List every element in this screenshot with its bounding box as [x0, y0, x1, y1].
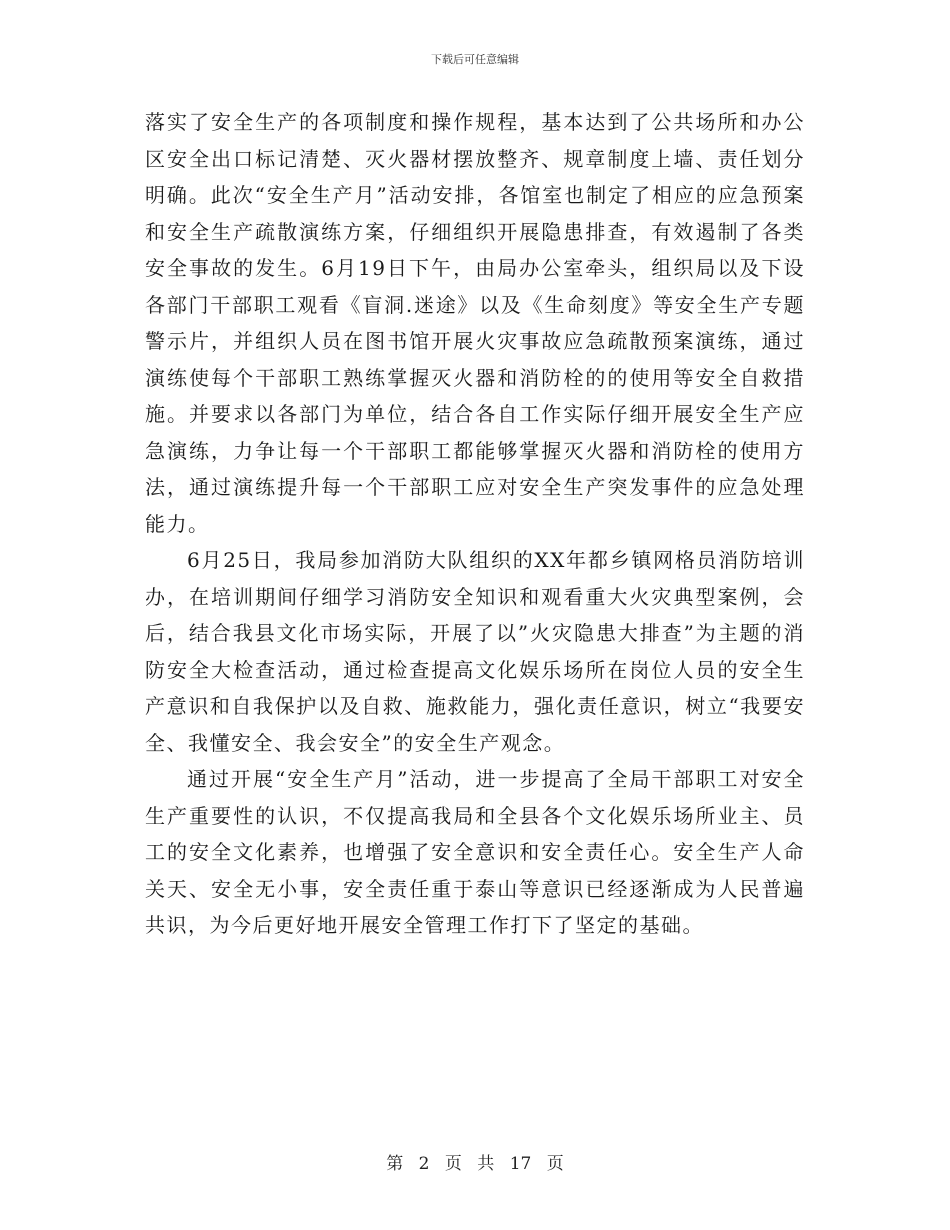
footer-page-word: 第 — [386, 1154, 404, 1174]
header-note: 下载后可任意编辑 — [431, 53, 519, 66]
footer-page-number: 2 — [418, 1154, 430, 1174]
paragraph-conclusion: 通过开展“安全生产月”活动，进一步提高了全局干部职工对安全生产重要性的认识，不仅提高我局和全县各个文化娱乐场所业主、员工的安全文化素养，也增强了安全意识和安全责任心。安全生产人命关天、安全无小事，安全责任重于泰山等意识已经逐渐成为人民普遍共识，为今后更好地开展安全管理工作打下了坚定的基础。 — [145, 767, 805, 937]
footer-total-word: 共 — [477, 1154, 495, 1174]
document-body — [145, 104, 805, 944]
paragraph-fire-training: 6月25日，我局参加消防大队组织的XX年都乡镇网格员消防培训办，在培训期间仔细学习消防安全知识和观看重大火灾典型案例，会后，结合我县文化市场实际，开展了以”火灾隐患大排查”为主题的消防安全大检查活动，通过检查提高文化娱乐场所在岗位人员的安全生产意识和自我保护以及自救、施救能力，强化责任意识，树立“我要安全、我懂安全、我会安全”的安全生产观念。 — [145, 548, 805, 755]
footer-total-unit: 页 — [546, 1154, 564, 1174]
paragraph-continued: 落实了安全生产的各项制度和操作规程，基本达到了公共场所和办公区安全出口标记清楚、灭火器材摆放整齐、规章制度上墙、责任划分明确。此次“安全生产月”活动安排，各馆室也制定了相应的应急预案和安全生产疏散演练方案，仔细组织开展隐患排查，有效遏制了各类安全事故的发生。6月19日下午，由局办公室牵头，组织局以及下设各部门干部职工观看《盲洞.迷途》以及《生命刻度》等安全生产专题警示片，并组织人员在图书馆开展火灾事故应急疏散预案演练，通过演练使每个干部职工熟练掌握灭火器和消防栓的的使用等安全自救措施。并要求以各部门为单位，结合各自工作实际仔细开展安全生产应急演练，力争让每一个干部职工都能够掌握灭火器和消防栓的使用方法，通过演练提升每一个干部职工应对安全生产突发事件的应急处理能力。 — [145, 110, 805, 536]
footer-page-unit: 页 — [444, 1154, 462, 1174]
page-footer — [0, 1153, 950, 1175]
footer-total-pages: 17 — [509, 1154, 532, 1174]
